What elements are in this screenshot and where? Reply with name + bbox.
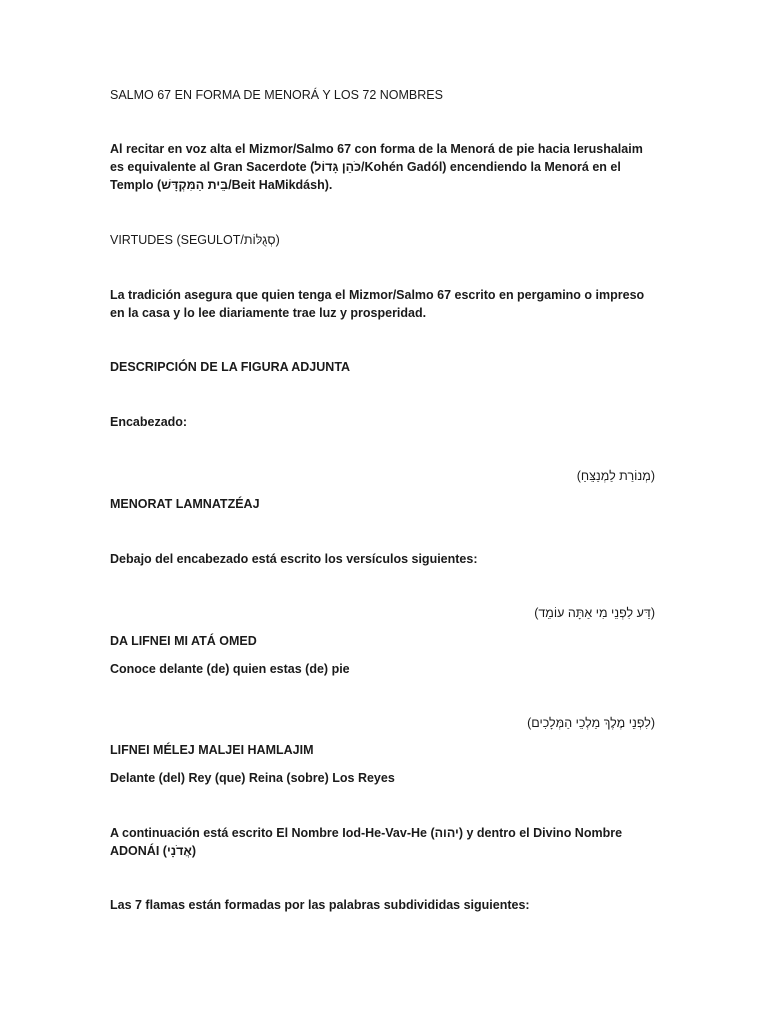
descripcion-heading: DESCRIPCIÓN DE LA FIGURA ADJUNTA <box>110 360 351 374</box>
encabezado-label: Encabezado: <box>110 415 188 429</box>
verse1-translit: DA LIFNEI MI ATÁ OMED <box>110 634 257 648</box>
verse2-hebrew: (לִפְנֵי מֶלֶךְ מַלְכֵי הַמְּלָכִים) <box>527 716 655 730</box>
verse1-translation: Conoce delante (de) quien estas (de) pie <box>110 662 350 676</box>
debajo-text: Debajo del encabezado está escrito los versículos siguientes: <box>110 552 478 566</box>
verse1-hebrew: (דַּע לִפְנֵי מִי אַתָּה עוֹמֵד) <box>534 606 655 620</box>
continuacion-paragraph: A continuación está escrito El Nombre Iod-He-Vav-He (יהוה) y dentro el Divino Nombre ADONÁI (אֲדֹנָי) <box>110 826 623 858</box>
encabezado-hebrew: (מְנוֹרַת לַמְנַצֵּחַ) <box>576 469 655 483</box>
virtudes-heading: VIRTUDES (SEGULOT/סְגֻלּוֹת) <box>110 233 280 247</box>
flamas-text: Las 7 flamas están formadas por las palabras subdivididas siguientes: <box>110 898 530 912</box>
verse2-translit: LIFNEI MÉLEJ MALJEI HAMLAJIM <box>110 743 314 757</box>
verse2-translation: Delante (del) Rey (que) Reina (sobre) Los Reyes <box>110 771 395 785</box>
page-title: SALMO 67 EN FORMA DE MENORÁ Y LOS 72 NOMBRES <box>110 88 443 102</box>
encabezado-translit: MENORAT LAMNATZÉAJ <box>110 497 260 511</box>
intro-paragraph: Al recitar en voz alta el Mizmor/Salmo 67 con forma de la Menorá de pie hacia Ierushalaim es equivalente al Gran Sacerdote (כֹּהֵן גָּדוֹל/Kohén Gadól) encendiendo la Menorá en el Templo (בֵּית הַמִּקְדָּשׁ/Beit HaMikdásh). <box>110 142 643 192</box>
tradicion-paragraph: La tradición asegura que quien tenga el Mizmor/Salmo 67 escrito en pergamino o impreso en la casa y lo lee diariamente trae luz y prosperidad. <box>110 288 645 320</box>
